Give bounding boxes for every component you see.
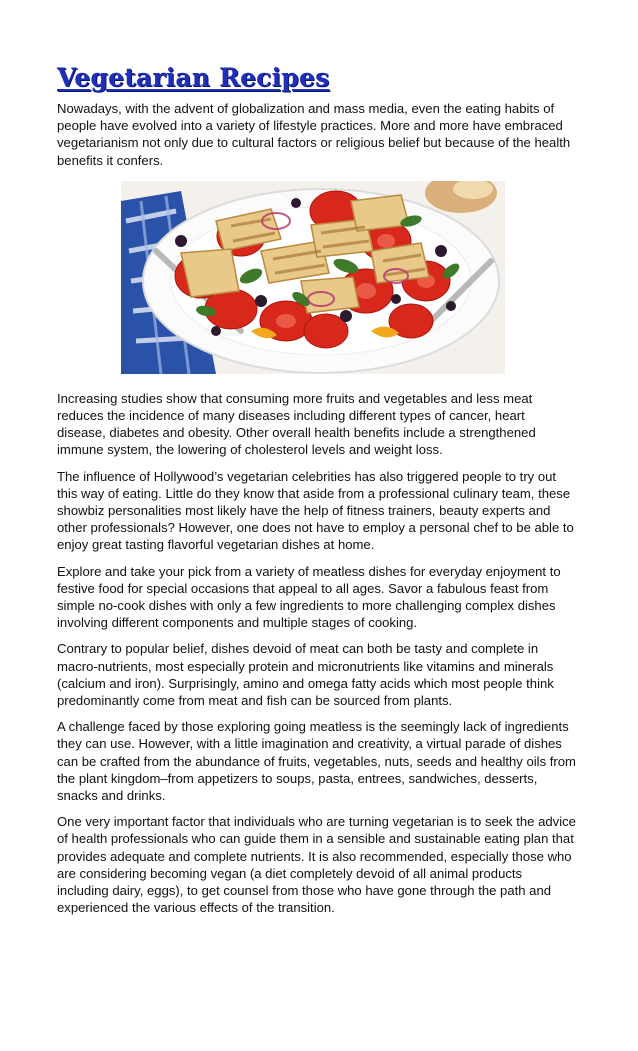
explore-paragraph: Explore and take your pick from a variety of meatless dishes for everyday enjoyment to festive food for special occasions that appeal to all ages. Savor a fabulous feast from simple no-cook dishes with only a few ingredients to more challenging complex dishes involving different components and multiple stages of cooking. (57, 563, 561, 631)
page-title: Vegetarian Recipes (57, 63, 330, 92)
advice-paragraph: One very important factor that individuals who are turning vegetarian is to seek the advice of health professionals who can guide them in a sensible and sustainable eating plan that provides adequate and complete nutrients. It is also recommended, especially those who are considering becoming vegan (a diet completely devoid of all animal products including dairy, eggs), to get counsel from those who have gone through the path and experienced the various effects of the transition. (57, 814, 576, 916)
health-paragraph: Increasing studies show that consuming more fruits and vegetables and less meat reduces the incidence of many diseases including different types of cancer, heart disease, diabetes and obesity. Other overall health benefits include a strengthened immune system, the lowering of cholesterol levels and weight loss. (57, 390, 536, 458)
hollywood-paragraph: The influence of Hollywood’s vegetarian celebrities has also triggered people to try out this way of eating. Little do they know that aside from a professional culinary team, these showbiz personalities most likely have the help of fitness trainers, beauty experts and other professionals? However, one does not have to employ a personal chef to be able to enjoy great tasting flavorful vegetarian dishes at home. (57, 468, 574, 553)
salad-photo (121, 181, 505, 374)
document-page (57, 62, 577, 926)
intro-paragraph: Nowadays, with the advent of globalization and mass media, even the eating habits of people have evolved into a variety of lifestyle practices. More and more have embraced vegetarianism not only due to cultural factors or religious belief but because of the health benefits it confers. (57, 101, 571, 168)
challenge-paragraph: A challenge faced by those exploring going meatless is the seemingly lack of ingredients they can use. However, with a little imagination and creativity, a virtual parade of dishes can be crafted from the abundance of fruits, vegetables, nuts, seeds and healthy oils from the plant kingdom–from appetizers to soups, pasta, entrees, sandwiches, desserts, snacks and drinks. (57, 719, 576, 804)
nutrition-paragraph: Contrary to popular belief, dishes devoid of meat can both be tasty and complete in macro-nutrients, most especially protein and micronutrients like vitamins and minerals (calcium and iron). Surprisingly, amino and omega fatty acids which most people think predominantly come from meat and fish can be sourced from plants. (57, 641, 554, 709)
